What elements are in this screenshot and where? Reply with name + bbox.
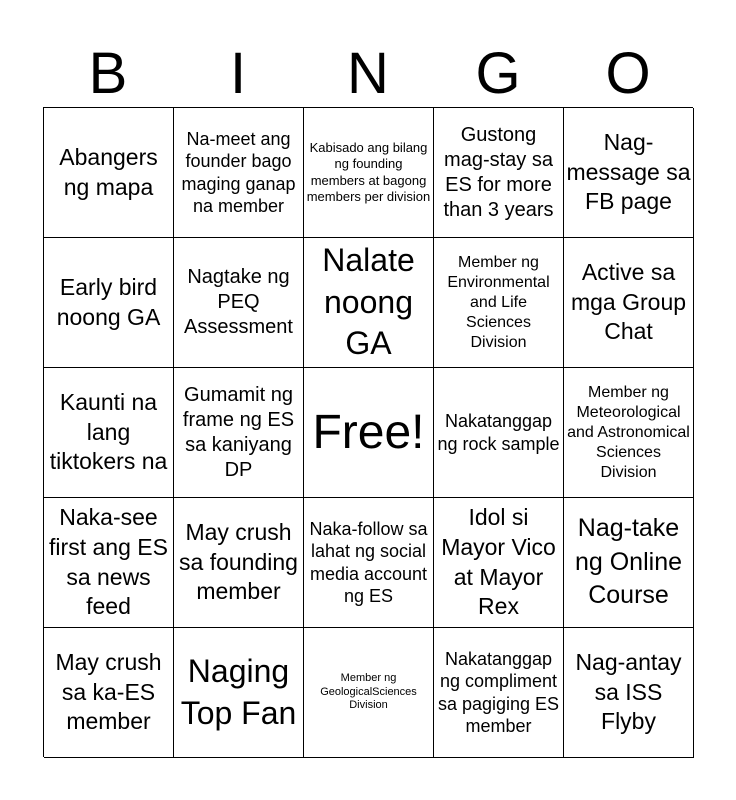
bingo-cell: May crush sa ka-ES member (44, 628, 174, 758)
header-letter-o: O (605, 41, 651, 106)
bingo-cell: Member ng Environmental and Life Sciences Division (434, 238, 564, 368)
bingo-cell: Early bird noong GA (44, 238, 174, 368)
bingo-cell: Gumamit ng frame ng ES sa kaniyang DP (174, 368, 304, 498)
header-letter-n: N (347, 41, 389, 106)
bingo-cell: Naka-see first ang ES sa news feed (44, 498, 174, 628)
bingo-cell: May crush sa founding member (174, 498, 304, 628)
header-letter-i: I (229, 41, 247, 106)
bingo-cell: Nalate noong GA (304, 238, 434, 368)
bingo-cell: Naging Top Fan (174, 628, 304, 758)
bingo-cell: Nag-antay sa ISS Flyby (564, 628, 694, 758)
bingo-cell: Member ng GeologicalSciences Division (304, 628, 434, 758)
bingo-cell: Nakatanggap ng rock sample (434, 368, 564, 498)
bingo-cell: Kabisado ang bilang ng founding members at bagong members per division (304, 108, 434, 238)
bingo-cell: Active sa mga Group Chat (564, 238, 694, 368)
bingo-cell: Na-meet ang founder bago maging ganap na member (174, 108, 304, 238)
bingo-cell: Naka-follow sa lahat ng social media account ng ES (304, 498, 434, 628)
bingo-cell: Member ng Meteorological and Astronomical Sciences Division (564, 368, 694, 498)
bingo-header (43, 40, 693, 108)
header-letter-g: G (475, 41, 521, 106)
bingo-cell: Abangers ng mapa (44, 108, 174, 238)
bingo-free-cell: Free! (304, 368, 434, 498)
bingo-cell: Kaunti na lang tiktokers na (44, 368, 174, 498)
bingo-cell: Gustong mag-stay sa ES for more than 3 years (434, 108, 564, 238)
bingo-grid (43, 107, 693, 757)
bingo-cell: Nagtake ng PEQ Assessment (174, 238, 304, 368)
bingo-cell: Nag-message sa FB page (564, 108, 694, 238)
header-letter-b: B (88, 41, 128, 106)
bingo-cell: Nakatanggap ng compliment sa pagiging ES member (434, 628, 564, 758)
bingo-cell: Nag-take ng Online Course (564, 498, 694, 628)
bingo-cell: Idol si Mayor Vico at Mayor Rex (434, 498, 564, 628)
